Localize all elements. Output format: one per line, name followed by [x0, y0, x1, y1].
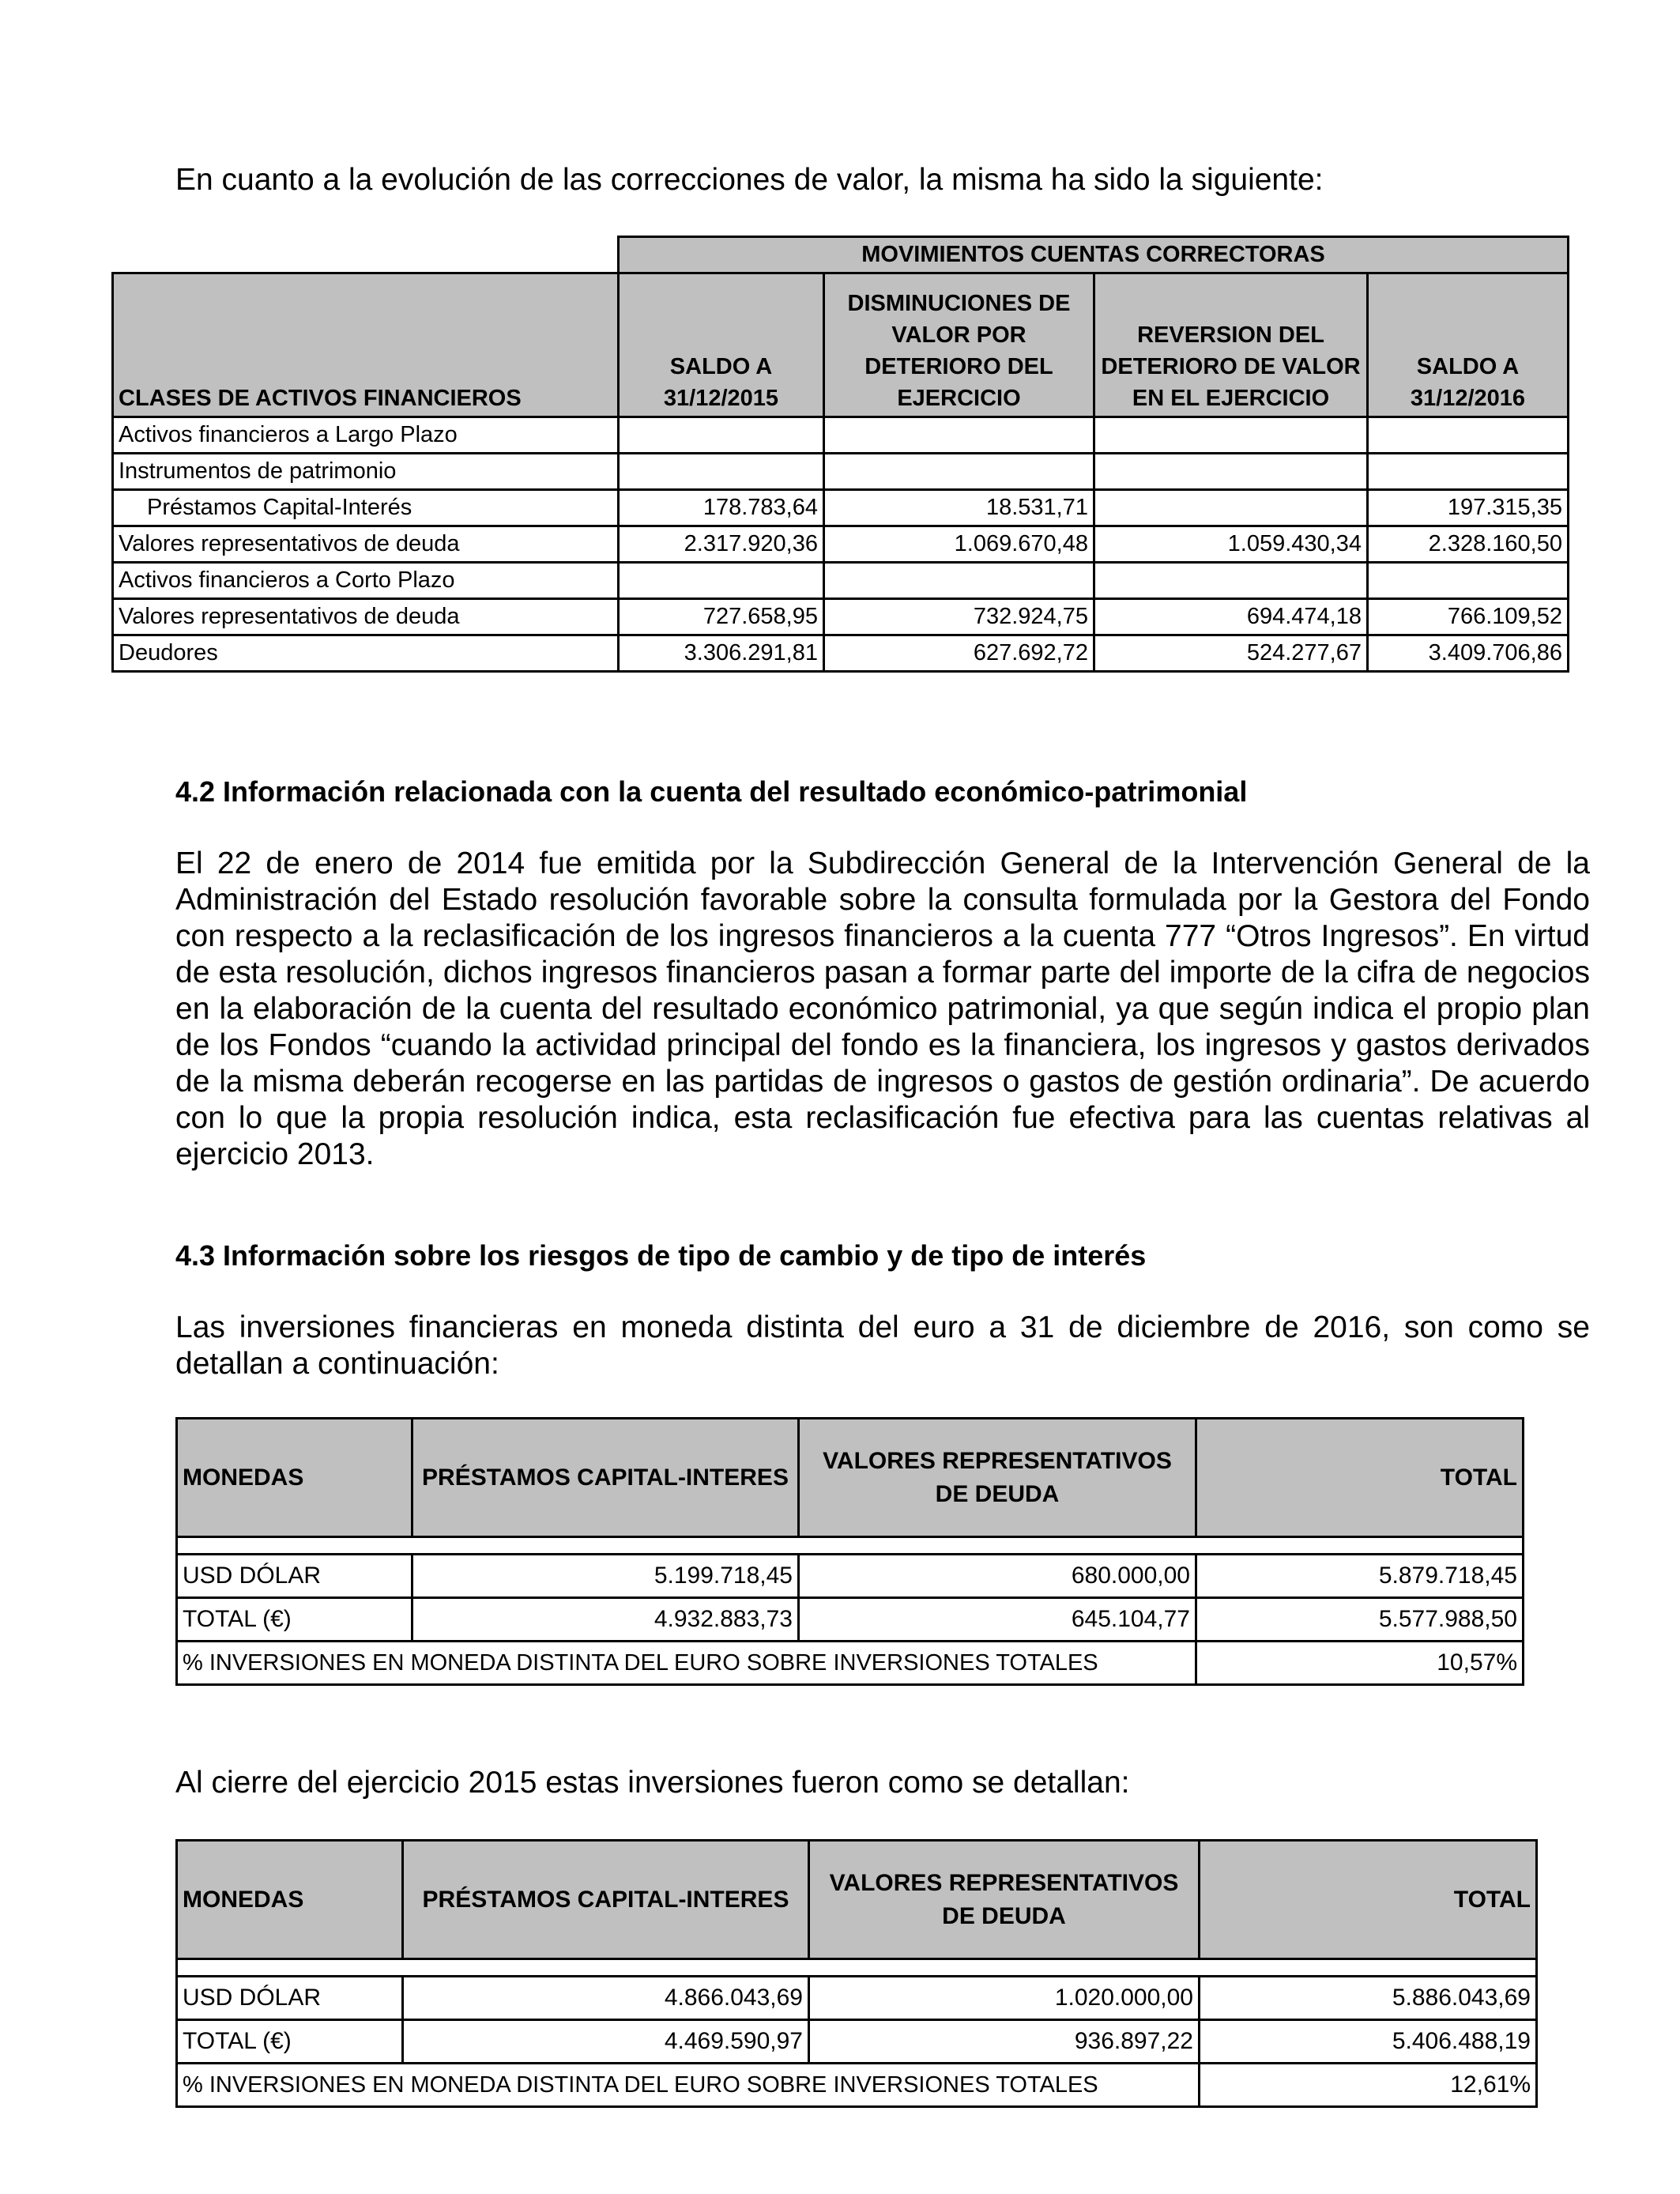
section-4-3-title: 4.3 Información sobre los riesgos de tipo de cambio y de tipo de interés — [175, 1239, 1147, 1272]
cell-saldo-2015: 727.658,95 — [619, 599, 824, 635]
row-label: Valores representativos de deuda — [113, 526, 619, 563]
table-row — [113, 563, 1569, 599]
cell-valores: 1.020.000,00 — [809, 1977, 1200, 2020]
cell-prestamos: 5.199.718,45 — [412, 1555, 799, 1598]
row-label: Deudores — [113, 635, 619, 672]
cell-saldo-2015: 178.783,64 — [619, 490, 824, 526]
cell-saldo-2015 — [619, 563, 824, 599]
cell-total: 5.879.718,45 — [1196, 1555, 1524, 1598]
section-4-2-title: 4.2 Información relacionada con la cuenta del resultado económico-patrimonial — [175, 775, 1248, 808]
spacer-row — [177, 1537, 1524, 1555]
table-row — [113, 417, 1569, 454]
cell-prestamos: 4.932.883,73 — [412, 1598, 799, 1642]
pct-value: 12,61% — [1200, 2064, 1537, 2107]
pct-label: % INVERSIONES EN MONEDA DISTINTA DEL EURO SOBRE INVERSIONES TOTALES — [177, 1642, 1196, 1685]
table-row — [177, 2064, 1537, 2107]
header-prestamos: PRÉSTAMOS CAPITAL-INTERES — [403, 1841, 809, 1959]
cell-total: 5.577.988,50 — [1196, 1598, 1524, 1642]
cell-disminuciones: 627.692,72 — [824, 635, 1094, 672]
cell-moneda: TOTAL (€) — [177, 2020, 403, 2064]
table-row — [113, 526, 1569, 563]
cell-prestamos: 4.866.043,69 — [403, 1977, 809, 2020]
cell-valores: 680.000,00 — [799, 1555, 1196, 1598]
header-total: TOTAL — [1196, 1419, 1524, 1537]
cell-saldo-2016: 2.328.160,50 — [1368, 526, 1569, 563]
table-row — [177, 1598, 1524, 1642]
cell-prestamos: 4.469.590,97 — [403, 2020, 809, 2064]
cell-disminuciones: 1.069.670,48 — [824, 526, 1094, 563]
cell-saldo-2015 — [619, 417, 824, 454]
cell-reversion: 694.474,18 — [1094, 599, 1368, 635]
table-row — [113, 490, 1569, 526]
cell-valores: 645.104,77 — [799, 1598, 1196, 1642]
header-disminuciones: DISMINUCIONES DE VALOR POR DETERIORO DEL EJERCICIO — [824, 273, 1094, 417]
header-valores: VALORES REPRESENTATIVOS DE DEUDA — [799, 1419, 1196, 1537]
cell-saldo-2015: 3.306.291,81 — [619, 635, 824, 672]
header-monedas: MONEDAS — [177, 1419, 412, 1537]
row-label: Instrumentos de patrimonio — [113, 454, 619, 490]
table-row — [177, 1555, 1524, 1598]
cell-disminuciones — [824, 417, 1094, 454]
row-label: Activos financieros a Corto Plazo — [113, 563, 619, 599]
table-row — [177, 1977, 1537, 2020]
pct-label: % INVERSIONES EN MONEDA DISTINTA DEL EURO SOBRE INVERSIONES TOTALES — [177, 2064, 1200, 2107]
cell-saldo-2016 — [1368, 563, 1569, 599]
cell-reversion — [1094, 454, 1368, 490]
cell-moneda: USD DÓLAR — [177, 1555, 412, 1598]
row-label: Activos financieros a Largo Plazo — [113, 417, 619, 454]
cell-total: 5.406.488,19 — [1200, 2020, 1537, 2064]
cell-moneda: USD DÓLAR — [177, 1977, 403, 2020]
cell-disminuciones — [824, 563, 1094, 599]
cell-saldo-2016 — [1368, 454, 1569, 490]
cell-reversion: 1.059.430,34 — [1094, 526, 1368, 563]
section-4-3-body: Las inversiones financieras en moneda distinta del euro a 31 de diciembre de 2016, son como se detallan a continuación: — [175, 1310, 1590, 1381]
header-monedas: MONEDAS — [177, 1841, 403, 1959]
header-total: TOTAL — [1200, 1841, 1537, 1959]
cell-reversion — [1094, 417, 1368, 454]
table-row — [177, 2020, 1537, 2064]
table-row — [177, 1642, 1524, 1685]
header-valores: VALORES REPRESENTATIVOS DE DEUDA — [809, 1841, 1200, 1959]
cell-total: 5.886.043,69 — [1200, 1977, 1537, 2020]
header-saldo-2016: SALDO A 31/12/2016 — [1368, 273, 1569, 417]
header-clases: CLASES DE ACTIVOS FINANCIEROS — [113, 273, 619, 417]
header-saldo-2015: SALDO A 31/12/2015 — [619, 273, 824, 417]
cell-saldo-2015: 2.317.920,36 — [619, 526, 824, 563]
cell-reversion: 524.277,67 — [1094, 635, 1368, 672]
group-header: MOVIMIENTOS CUENTAS CORRECTORAS — [619, 237, 1569, 273]
cell-disminuciones: 732.924,75 — [824, 599, 1094, 635]
corrections-table — [111, 236, 1569, 673]
cell-saldo-2015 — [619, 454, 824, 490]
currency-table-2015 — [175, 1839, 1538, 2108]
row-label: Valores representativos de deuda — [113, 599, 619, 635]
table-spacer — [113, 237, 619, 273]
cell-reversion — [1094, 490, 1368, 526]
currency-table-2016 — [175, 1417, 1524, 1686]
cell-disminuciones — [824, 454, 1094, 490]
closing-text: Al cierre del ejercicio 2015 estas inversiones fueron como se detallan: — [175, 1766, 1130, 1800]
cell-reversion — [1094, 563, 1368, 599]
cell-valores: 936.897,22 — [809, 2020, 1200, 2064]
cell-disminuciones: 18.531,71 — [824, 490, 1094, 526]
cell-saldo-2016: 197.315,35 — [1368, 490, 1569, 526]
table-row — [113, 635, 1569, 672]
spacer-row — [177, 1959, 1537, 1977]
table-row — [113, 454, 1569, 490]
row-label: Préstamos Capital-Interés — [113, 490, 619, 526]
cell-saldo-2016: 766.109,52 — [1368, 599, 1569, 635]
cell-moneda: TOTAL (€) — [177, 1598, 412, 1642]
header-prestamos: PRÉSTAMOS CAPITAL-INTERES — [412, 1419, 799, 1537]
pct-value: 10,57% — [1196, 1642, 1524, 1685]
header-reversion: REVERSION DEL DETERIORO DE VALOR EN EL EJERCICIO — [1094, 273, 1368, 417]
intro-text: En cuanto a la evolución de las correcciones de valor, la misma ha sido la siguiente: — [175, 163, 1324, 197]
table-row — [113, 599, 1569, 635]
section-4-2-body: El 22 de enero de 2014 fue emitida por la Subdirección General de la Intervención General de la Administración del Estado resolución favorable sobre la consulta formulada por la Gestora del Fondo con respecto a la reclasificación de los ingresos financieros a la cuenta 777 “Otros Ingresos”. En virtud de esta resolución, dichos ingresos financieros pasan a formar parte del importe de la cifra de negocios en la elaboración de la cuenta del resultado económico patrimonial, ya que según indica el propio plan de los Fondos “cuando la actividad principal del fondo es la financiera, los ingresos y gastos derivados de la misma deberán recogerse en las partidas de ingresos o gastos de gestión ordinaria”. De acuerdo con lo que la propia resolución indica, esta reclasificación fue efectiva para las cuentas relativas al ejercicio 2013. — [175, 846, 1590, 1171]
cell-saldo-2016 — [1368, 417, 1569, 454]
cell-saldo-2016: 3.409.706,86 — [1368, 635, 1569, 672]
